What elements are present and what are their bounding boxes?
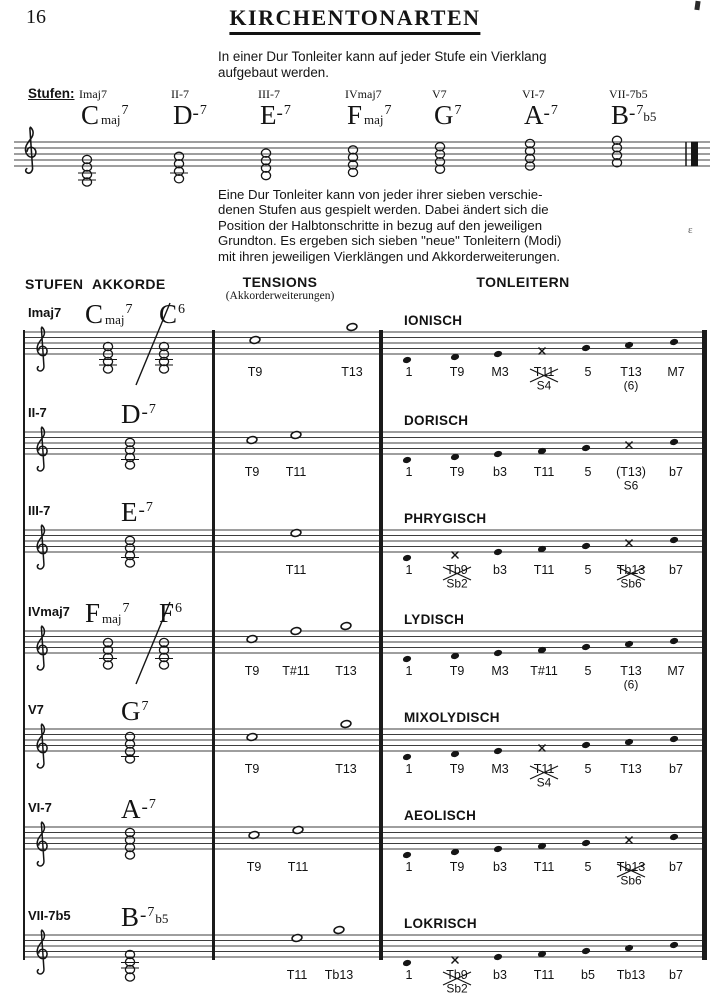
table-border-right <box>702 330 707 960</box>
tension-label: T9 <box>247 365 263 379</box>
chord-segment: A <box>524 100 544 130</box>
scale-degree-label: T13 <box>620 365 642 379</box>
degree-label: II-7 <box>28 405 47 420</box>
scale-note <box>581 444 591 452</box>
scale-degree-label: b7 <box>669 860 683 874</box>
top-degree-label: IVmaj7 <box>345 87 382 101</box>
mode-name: MIXOLYDISCH <box>404 710 500 725</box>
chord-symbol <box>121 399 156 429</box>
chord-segment: 7 <box>145 500 153 515</box>
scale-note <box>624 341 634 349</box>
tension-note <box>346 323 357 332</box>
scale-degree-label: Tb13 <box>616 968 646 982</box>
top-degree-label: II-7 <box>171 87 189 101</box>
scale-degree-label: 5 <box>584 762 592 776</box>
header-akkorde: AKKORDE <box>92 276 166 292</box>
scale-note <box>669 735 679 743</box>
scale-degree-label: 1 <box>405 968 413 982</box>
scan-artifact: ε <box>688 224 693 236</box>
chord-segment: 7 <box>148 402 156 417</box>
scale-degree-label: 1 <box>405 465 413 479</box>
chord-segment: A <box>121 794 141 824</box>
scale-note <box>493 953 503 961</box>
tension-label: T11 <box>285 465 307 479</box>
scale-degree-label: T9 <box>449 762 465 776</box>
chord-segment: F <box>347 100 363 130</box>
tension-label: T11 <box>286 968 308 982</box>
scan-artifact <box>694 1 700 11</box>
chord-symbol <box>159 598 182 628</box>
scale-note <box>402 554 412 562</box>
degree-label: VI-7 <box>28 800 52 815</box>
mode-row-lydisch <box>24 598 706 696</box>
tension-label: T11 <box>285 563 307 577</box>
scale-degree-label: 5 <box>584 563 592 577</box>
scale-degree-label: 1 <box>405 563 413 577</box>
scale-degree-label: b7 <box>669 762 683 776</box>
chord-segment: - <box>141 402 148 423</box>
final-barline-thick <box>691 142 698 167</box>
chord-segment: 7 <box>636 103 644 118</box>
scale-degree-label: T9 <box>449 465 465 479</box>
row-staff <box>24 497 706 598</box>
page-title: KIRCHENTONARTEN <box>229 5 480 35</box>
intro-line: aufgebaut werden. <box>218 65 329 80</box>
scale-degree-sub-label: Sb2 <box>446 981 468 996</box>
chord-segment: E <box>121 497 138 527</box>
scale-degree-label: b7 <box>669 968 683 982</box>
chord-segment: - <box>140 905 147 926</box>
header-stufen: STUFEN <box>25 276 84 292</box>
chord-segment: 7 <box>148 797 156 812</box>
scale-degree-label: T11 <box>533 465 555 479</box>
tension-label: T#11 <box>282 664 310 678</box>
chord-segment: - <box>543 103 550 124</box>
scale-degree-sub-label: S4 <box>536 378 552 393</box>
top-degree-label: VII-7b5 <box>609 87 648 101</box>
scale-degree-sub-label: (6) <box>623 378 639 393</box>
paragraph-line: Eine Dur Tonleiter kann von jeder ihrer sieben verschie- <box>218 187 543 202</box>
scale-degree-label: 1 <box>405 365 413 379</box>
tension-label: T9 <box>246 860 262 874</box>
paragraph-line: denen Stufen aus gespielt werden. Dabei ändert sich die <box>218 202 549 218</box>
mode-row-phrygisch <box>24 497 706 598</box>
row-staff <box>24 696 706 794</box>
chord-symbol <box>121 902 168 932</box>
treble-clef-icon <box>37 930 47 974</box>
scale-degree-label: M3 <box>491 762 509 776</box>
chord-segment: 7 <box>199 103 207 118</box>
scale-degree-label: (T13) <box>616 465 646 479</box>
chord-symbol <box>121 794 156 824</box>
scale-note <box>493 350 503 358</box>
chord-segment: 7 <box>550 103 558 118</box>
header-tensions-sub: (Akkorderweiterungen) <box>225 290 335 302</box>
scale-degree-label: b7 <box>669 465 683 479</box>
tension-label: T13 <box>335 762 357 776</box>
tension-label: Tb13 <box>324 968 354 982</box>
scale-degree-label: b3 <box>493 860 507 874</box>
paragraph-line: mit ihren jeweiligen Vierklängen und Akkorderweiterungen. <box>218 248 561 264</box>
chord-segment: b5 <box>643 109 657 124</box>
chord-segment: B <box>121 902 140 932</box>
chord-segment: 7 <box>121 103 129 118</box>
scale-degree-label: Tb13 <box>616 860 646 874</box>
mode-name: AEOLISCH <box>404 808 477 823</box>
mode-row-dorisch <box>24 399 706 497</box>
scale-note <box>493 845 503 853</box>
scale-degree-label: M3 <box>491 365 509 379</box>
degree-label: IVmaj7 <box>28 604 70 619</box>
scale-note <box>624 640 634 648</box>
mode-table <box>24 299 706 1008</box>
degree-label: Imaj7 <box>28 305 62 320</box>
scale-note <box>669 536 679 544</box>
page-number: 16 <box>26 6 46 28</box>
treble-clef-icon <box>37 626 47 670</box>
chord-segment: - <box>141 797 148 818</box>
scale-note <box>669 338 679 346</box>
scale-degree-sub-label: Sb6 <box>620 576 642 591</box>
tension-label: T9 <box>244 664 260 678</box>
mode-name: IONISCH <box>404 313 463 328</box>
scale-note <box>581 947 591 955</box>
scale-degree-label: 5 <box>584 465 592 479</box>
scale-degree-sub-label: S4 <box>536 775 552 790</box>
mode-name: LOKRISCH <box>404 916 477 931</box>
treble-clef-icon <box>37 427 47 471</box>
scale-note <box>669 438 679 446</box>
table-divider-1 <box>212 330 215 960</box>
scale-degree-sub-label: (6) <box>623 677 639 692</box>
tension-note <box>340 622 351 631</box>
top-degree-label: VI-7 <box>522 87 545 101</box>
header-tonleitern: TONLEITERN <box>476 274 570 290</box>
scale-degree-label: 1 <box>405 762 413 776</box>
scale-degree-label: T9 <box>449 664 465 678</box>
chord-segment: G <box>121 696 141 726</box>
chord-segment: F <box>85 598 101 628</box>
chord-segment: B <box>611 100 630 130</box>
scale-note <box>493 649 503 657</box>
chord-segment: 7 <box>283 103 291 118</box>
chord-segment: 6 <box>178 302 186 317</box>
scale-note <box>402 753 412 761</box>
scale-note <box>493 450 503 458</box>
scale-degree-sub-label: Sb2 <box>446 576 468 591</box>
tension-label: T9 <box>244 465 260 479</box>
mode-name: DORISCH <box>404 413 469 428</box>
stufen-label: Stufen: <box>28 86 75 101</box>
scale-degree-label: b7 <box>669 563 683 577</box>
treble-clef-icon <box>37 822 47 866</box>
scale-degree-label: T11 <box>533 968 555 982</box>
scale-degree-label: T13 <box>620 664 642 678</box>
tension-note <box>333 926 344 935</box>
scale-degree-sub-label: Sb6 <box>620 873 642 888</box>
scale-note <box>402 959 412 967</box>
treble-clef-icon <box>37 724 47 768</box>
scale-note <box>581 542 591 550</box>
avoid-note-x <box>452 552 459 559</box>
scale-note <box>581 643 591 651</box>
scale-degree-label: T9 <box>449 365 465 379</box>
scale-degree-label: Tb13 <box>616 563 646 577</box>
chord-segment: maj <box>101 112 121 127</box>
chord-segment: - <box>138 500 145 521</box>
mode-row-lokrisch <box>24 902 706 1008</box>
scale-note <box>669 833 679 841</box>
row-staff <box>24 902 706 1008</box>
scale-degree-label: b3 <box>493 465 507 479</box>
chord-segment: F <box>159 598 175 628</box>
scale-degree-label: 5 <box>584 664 592 678</box>
scale-degree-label: T13 <box>620 762 642 776</box>
chord-segment: 7 <box>147 905 155 920</box>
paragraph-line: Position der Halbtonschritte in bezug auf den jeweiligen <box>218 217 543 233</box>
scale-degree-label: Tb9 <box>446 968 468 982</box>
scale-note <box>581 344 591 352</box>
paragraph-line: Grundton. Es ergeben sich sieben "neue" Tonleitern (Modi) <box>218 233 562 249</box>
chord-segment: 6 <box>175 601 183 616</box>
intro-text <box>218 49 547 81</box>
tension-note <box>290 627 301 636</box>
scale-degree-sub-label: S6 <box>623 478 639 493</box>
chord-symbol <box>85 598 130 628</box>
scale-note <box>402 456 412 464</box>
chord-symbol <box>121 497 153 527</box>
scale-degree-label: 5 <box>584 860 592 874</box>
chord-segment: D <box>121 399 141 429</box>
scale-note <box>402 655 412 663</box>
scale-degree-label: 5 <box>584 365 592 379</box>
chord-segment: E <box>260 100 277 130</box>
chord-segment: maj <box>364 112 384 127</box>
chord-segment: C <box>85 299 104 329</box>
avoid-note-x <box>452 957 459 964</box>
chord-segment: C <box>81 100 100 130</box>
scale-degree-label: b3 <box>493 563 507 577</box>
scale-degree-label: 1 <box>405 860 413 874</box>
mode-name: PHRYGISCH <box>404 511 487 526</box>
chord-segment: D <box>173 100 193 130</box>
body-paragraph <box>218 187 561 264</box>
row-staff <box>24 598 706 696</box>
scale-note <box>402 851 412 859</box>
scale-degree-label: T11 <box>533 365 555 379</box>
scale-degree-label: Tb9 <box>446 563 468 577</box>
scale-degree-label: M7 <box>667 365 685 379</box>
row-staff <box>24 794 706 902</box>
chord-symbol <box>121 696 149 726</box>
scale-degree-label: M7 <box>667 664 685 678</box>
scale-note <box>493 747 503 755</box>
degree-label: III-7 <box>28 503 51 518</box>
scale-degree-label: T11 <box>533 860 555 874</box>
mode-name: LYDISCH <box>404 612 465 627</box>
chord-symbol <box>159 299 185 329</box>
scale-degree-label: b5 <box>581 968 595 982</box>
scale-degree-label: M3 <box>491 664 509 678</box>
mode-row-mixolydisch <box>24 696 706 794</box>
scale-note <box>669 637 679 645</box>
chord-segment: C <box>159 299 178 329</box>
scale-note <box>669 941 679 949</box>
tension-label: T11 <box>287 860 309 874</box>
scale-degree-label: 1 <box>405 664 413 678</box>
top-degree-label: V7 <box>432 87 447 101</box>
mode-row-aeolisch <box>24 794 706 902</box>
scale-note <box>581 839 591 847</box>
treble-clef-icon <box>37 327 47 371</box>
mode-row-ionisch <box>24 299 706 399</box>
treble-clef-icon <box>37 525 47 569</box>
chord-symbol <box>85 299 133 329</box>
chord-segment: 7 <box>454 103 462 118</box>
top-degree-label: Imaj7 <box>79 87 107 101</box>
scale-degree-label: T11 <box>533 762 555 776</box>
chord-segment: 7 <box>125 302 133 317</box>
scale-note <box>402 356 412 364</box>
scale-degree-label: b3 <box>493 968 507 982</box>
table-border-left <box>23 330 25 960</box>
scale-degree-label: T9 <box>449 860 465 874</box>
row-staff <box>24 399 706 497</box>
chord-segment: - <box>192 103 199 124</box>
chord-segment: - <box>629 103 636 124</box>
scale-note <box>581 741 591 749</box>
chord-segment: - <box>276 103 283 124</box>
scale-degree-label: T#11 <box>530 664 558 678</box>
scale-degree-label: T11 <box>533 563 555 577</box>
degree-label: VII-7b5 <box>28 908 71 923</box>
chord-segment: 7 <box>141 699 149 714</box>
table-divider-2 <box>379 330 383 960</box>
chord-segment: 7 <box>122 601 130 616</box>
degree-label: V7 <box>28 702 44 717</box>
chord-segment: b5 <box>155 911 169 926</box>
scale-note <box>624 738 634 746</box>
row-staff <box>24 299 706 399</box>
top-degree-label: III-7 <box>258 87 280 101</box>
chord-segment: maj <box>105 312 125 327</box>
intro-line: In einer Dur Tonleiter kann auf jeder Stufe ein Vierklang <box>218 49 547 64</box>
tension-label: T13 <box>335 664 357 678</box>
scale-note <box>624 944 634 952</box>
chord-segment: 7 <box>384 103 392 118</box>
chord-segment: G <box>434 100 454 130</box>
scale-note <box>493 548 503 556</box>
tension-note <box>340 720 351 729</box>
chord-segment: maj <box>102 611 122 626</box>
tension-label: T9 <box>244 762 260 776</box>
header-tensions: TENSIONS <box>242 274 318 290</box>
tension-label: T13 <box>341 365 363 379</box>
